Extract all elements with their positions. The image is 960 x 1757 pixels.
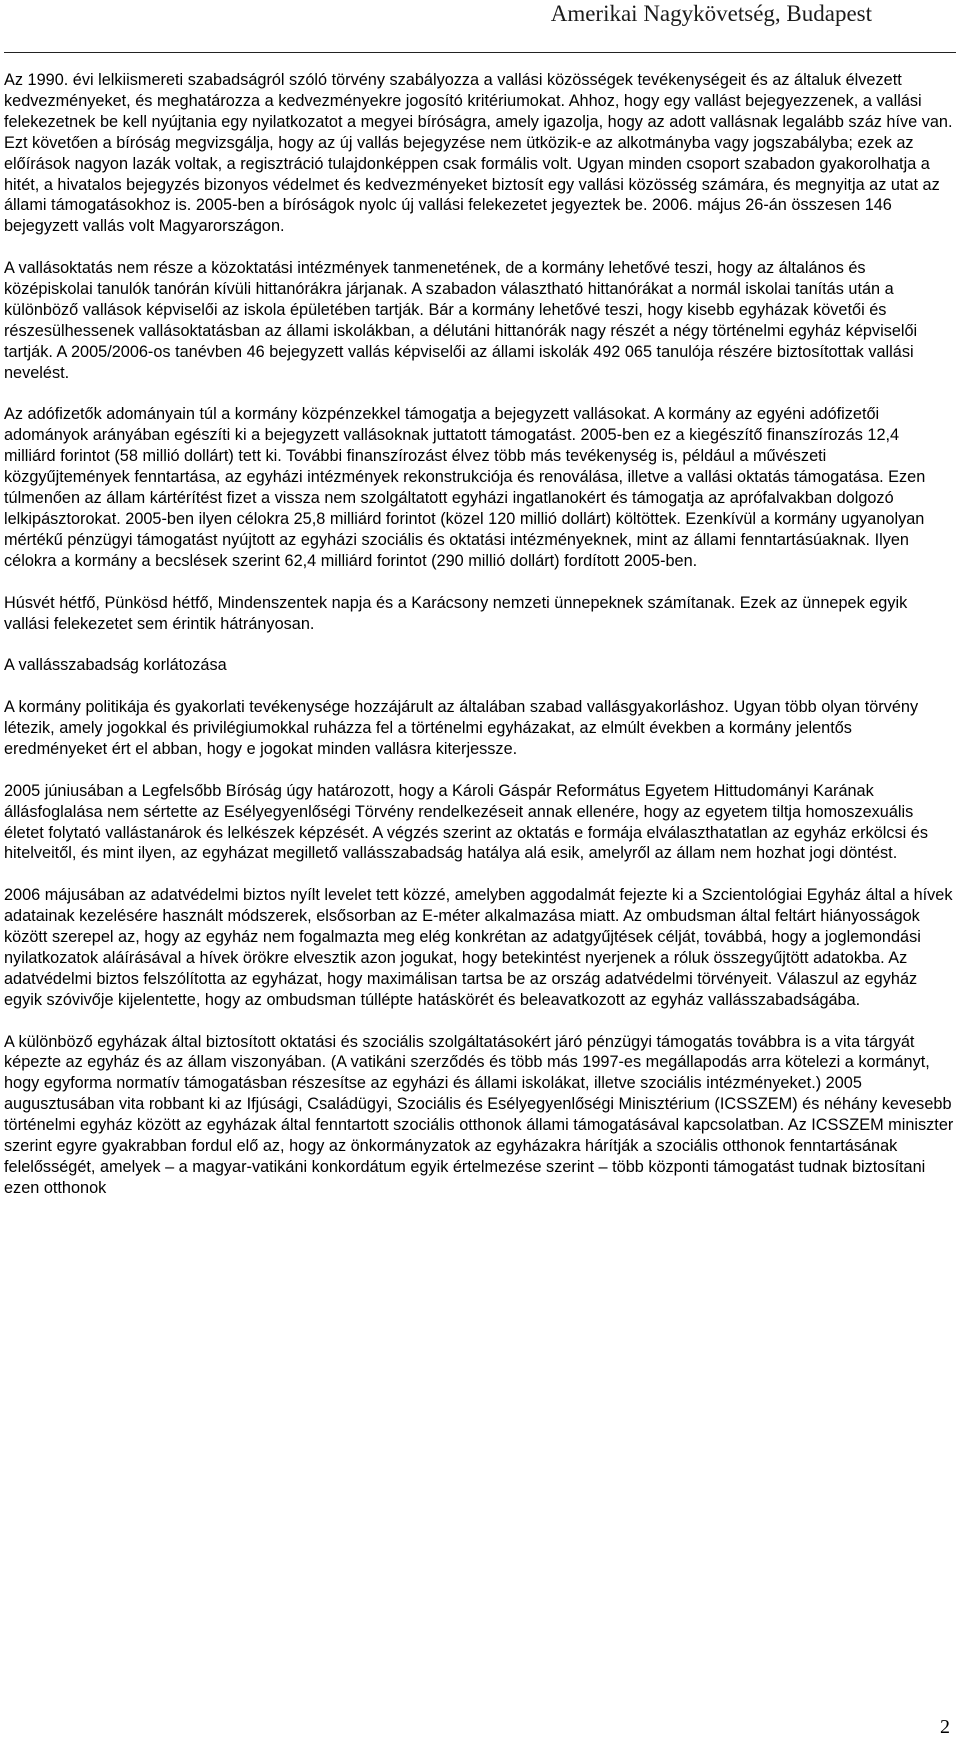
paragraph-holidays: Húsvét hétfő, Pünkösd hétfő, Mindenszentek napja és a Karácsony nemzeti ünnepeknek számítanak. Ezek az ünnepek egyik vallási felekezetet sem érintik hátrányosan. (4, 593, 908, 633)
page-number: 2 (940, 1716, 950, 1738)
paragraph-funding: Az adófizetők adományain túl a kormány közpénzekkel támogatja a bejegyzett vallásokat. A kormány az egyéni adófizetői adományok arányában egészíti ki a bejegyzett vallásoknak juttatott támogatást. 2005-ben ez a kiegészítő finanszírozás 12,4 milliárd forintot (58 millió dollárt) tett ki. További finanszírozást élvez több más tevékenység is, például a művészeti közgyűjtemények fenntartása, az egyházi intézmények rekonstrukciója és renoválása, illetve a vallási oktatás támogatása. Ezen túlmenően az állam kártérítést fizet a vissza nem szolgáltatott egyházi ingatlanokért és támogatja az aprófalvakban dolgozó lelkipásztorokat. 2005-ben ilyen célokra 25,8 milliárd forintot (közel 120 millió dollárt) költöttek. Ezenkívül a kormány ugyanolyan mértékű pénzügyi támogatást nyújtott az egyházi szociális és oktatási intézményeknek, mint az állami fenntartásúaknak. Ilyen célokra a kormány a becslések szerint 62,4 milliárd forintot (290 millió dollárt) fordított 2005-ben. (4, 405, 926, 570)
paragraph-government-policy: A kormány politikája és gyakorlati tevékenysége hozzájárult az általában szabad vallásgyakorláshoz. Ugyan több olyan törvény létezik, amely jogokkal és privilégiumokkal ruházza fel a történelmi egyházakat, az elmúlt években a kormány jelentős eredményeket ért el abban, hogy e jogokat minden vallásra kiterjessze. (4, 698, 919, 758)
paragraph-registration: Az 1990. évi lelkiismereti szabadságról szóló törvény szabályozza a vallási közösségek tevékenységeit és az általuk élvezett kedvezményeket, és meghatározza a kedvezményekre jogosító kritériumokat. Ahhoz, hogy egy vallást bejegyezzenek, a vallási felekezetnek be kell nyújtania egy nyilatkozatot a megyei bíróságra, amely igazolja, hogy az adott vallásnak legalább száz híve van. Ezt követően a bíróság megvizsgálja, hogy az új vallás bejegyzése nem ütközik-e az alkotmányba vagy jogszabályba; ezek az előírások nagyon lazák voltak, a regisztráció tulajdonképpen csak formális volt. Ugyan minden csoport szabadon gyakorolhatja a hitét, a hivatalos bejegyzés bizonyos védelmet és kedvezményeket biztosít egy vallási közösség számára, és megnyitja az utat az állami támogatásokhoz is. 2005-ben a bíróságok nyolc új vallási felekezetet jegyeztek be. 2006. május 26-án összesen 146 bejegyzett vallás volt Magyarországon. (4, 71, 953, 236)
paragraph-supreme-court: 2005 júniusában a Legfelsőbb Bíróság úgy határozott, hogy a Károli Gáspár Református Egyetem Hittudományi Karának állásfoglalása nem sértette az Esélyegyenlőségi Törvény rendelkezéseit annak ellenére, hogy az egyetem tiltja homoszexuális életet folytató vallástanárok és lelkészek képzését. A végzés szerint az oktatás e formája elválaszthatatlan az egyház erkölcsi és hitelveitől, és mint ilyen, az egyházat megillető vallásszabadság hatálya alá esik, amelyről az állam nem hozhat jogi döntést. (4, 781, 928, 863)
paragraph-religious-education: A vallásoktatás nem része a közoktatási intézmények tanmenetének, de a kormány lehetővé teszi, hogy az általános és középiskolai tanulók tanórán kívüli hittanórákra járjanak. A szabadon választható hittanórákat a normál iskolai tanítás után a különböző vallások képviselői az iskola épületében tartják. Bár a kormány lehetővé teszi, hogy kisebb egyházak követői és részesülhessenek vallásoktatásban az állami iskolákban, a délutáni hittanórák nagy részét a négy történelmi egyház képviselői tartják. A 2005/2006-os tanévben 46 bejegyzett vallás képviselői az állami iskolák 492 065 tanulója részére biztosítottak vallási nevelést. (4, 259, 918, 382)
header-divider (4, 52, 956, 53)
paragraph-data-protection: 2006 májusában az adatvédelmi biztos nyílt levelet tett közzé, amelyben aggodalmát fejezte ki a Szcientológiai Egyház által a hívek adatainak kezelésére használt módszerek, elsősorban az E-méter alkalmazása miatt. Az ombudsman által feltárt hiányosságok között szerepel az, hogy az egyház nem fogalmazta meg elég konkrétan az adatgyűjtések célját, továbbá, hogy a joglemondási nyilatkozatok aláírásával a hívek örökre elvesztik azon jogukat, hogy betekintést nyerjenek a róluk összegyűjtött adatokba. Az adatvédelmi biztos felszólította az egyházat, hogy maximálisan tartsa be az ország adatvédelmi törvényeit. Válaszul az egyház egyik szóvivője kijelentette, hogy az ombudsman túllépte hatáskörét és beleavatkozott az egyház vallásszabadságába. (4, 886, 953, 1009)
paragraph-social-services: A különböző egyházak által biztosított oktatási és szociális szolgáltatásokért járó pénzügyi támogatás továbbra is a vita tárgyát képezte az egyház és az állam viszonyában. (A vatikáni szerződés és több más 1997-es megállapodás arra kötelezi a kormányt, hogy egyforma normatív támogatásban részesítse az egyházi és állami iskolákat, illetve szociális intézményeket.) 2005 augusztusában vita robbant ki az Ifjúsági, Családügyi, Szociális és Esélyegyenlőségi Minisztérium (ICSSZEM) és néhány kevesebb történelmi egyház között az egyházak által fenntartott szociális otthonok állami támogatásával kapcsolatban. Az ICSSZEM miniszter szerint egyre gyakrabban fordul elő az, hogy az önkormányzatok az egyházakra hárítják a szociális otthonok fenntartásának felelősségét, amelyek – a magyar-vatikáni konkordátum egyik értelmezése szerint – több központi támogatást tudnak biztosítani ezen otthonok (4, 1032, 954, 1197)
page-header-title: Amerikai Nagykövetség, Budapest (550, 1, 872, 26)
section-heading: A vallásszabadság korlátozása (4, 656, 227, 675)
document-body (4, 70, 954, 1199)
